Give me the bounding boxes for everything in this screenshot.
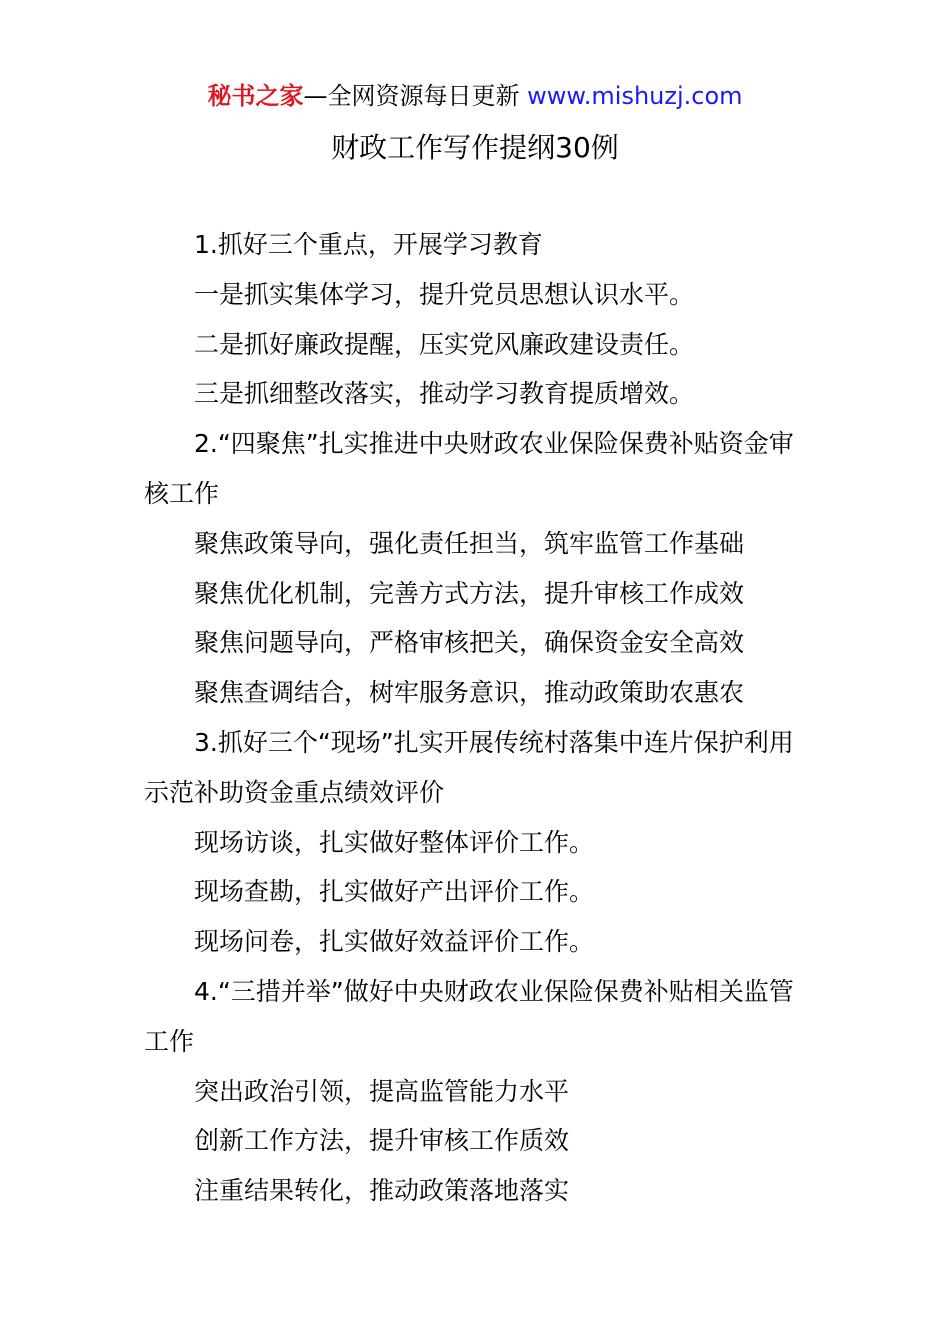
- heading-item-2: 2.“四聚焦”扎实推进中央财政农业保险保费补贴资金审核工作: [144, 429, 794, 508]
- site-brand: 秘书之家: [207, 82, 304, 110]
- body-paragraph: 创新工作方法，提升审核工作质效: [194, 1126, 570, 1156]
- site-header: [0, 80, 950, 112]
- body-paragraph: 二是抓好廉政提醒，压实党风廉政建设责任。: [194, 329, 695, 359]
- body-paragraph: 注重结果转化，推动政策落地落实: [194, 1176, 570, 1206]
- document-body: [144, 220, 808, 1216]
- body-paragraph: 现场查勘，扎实做好产出评价工作。: [194, 877, 595, 907]
- body-paragraph: 聚焦问题导向，严格审核把关，确保资金安全高效: [194, 628, 745, 658]
- body-paragraph: 一是抓实集体学习，提升党员思想认识水平。: [194, 279, 695, 309]
- body-paragraph: 聚焦优化机制，完善方式方法，提升审核工作成效: [194, 578, 745, 608]
- body-paragraph: 聚焦政策导向，强化责任担当，筑牢监管工作基础: [194, 528, 745, 558]
- heading-item-4: 4.“三措并举”做好中央财政农业保险保费补贴相关监管工作: [144, 976, 794, 1056]
- body-paragraph: 现场问卷，扎实做好效益评价工作。: [194, 927, 595, 957]
- document-title: 财政工作写作提纲30例: [331, 131, 619, 164]
- heading-item-3: 3.抓好三个“现场”扎实开展传统村落集中连片保护利用示范补助资金重点绩效评价: [144, 727, 794, 807]
- site-url-link[interactable]: www.mishuzj.com: [527, 82, 743, 110]
- body-paragraph: 聚焦查调结合，树牢服务意识，推动政策助农惠农: [194, 678, 745, 708]
- body-paragraph: 三是抓细整改落实，推动学习教育提质增效。: [194, 379, 695, 409]
- body-paragraph: 突出政治引领，提高监管能力水平: [194, 1076, 570, 1106]
- heading-item-1: 1.抓好三个重点，开展学习教育: [194, 230, 543, 259]
- body-paragraph: 现场访谈，扎实做好整体评价工作。: [194, 827, 595, 857]
- site-tagline: —全网资源每日更新: [303, 82, 520, 110]
